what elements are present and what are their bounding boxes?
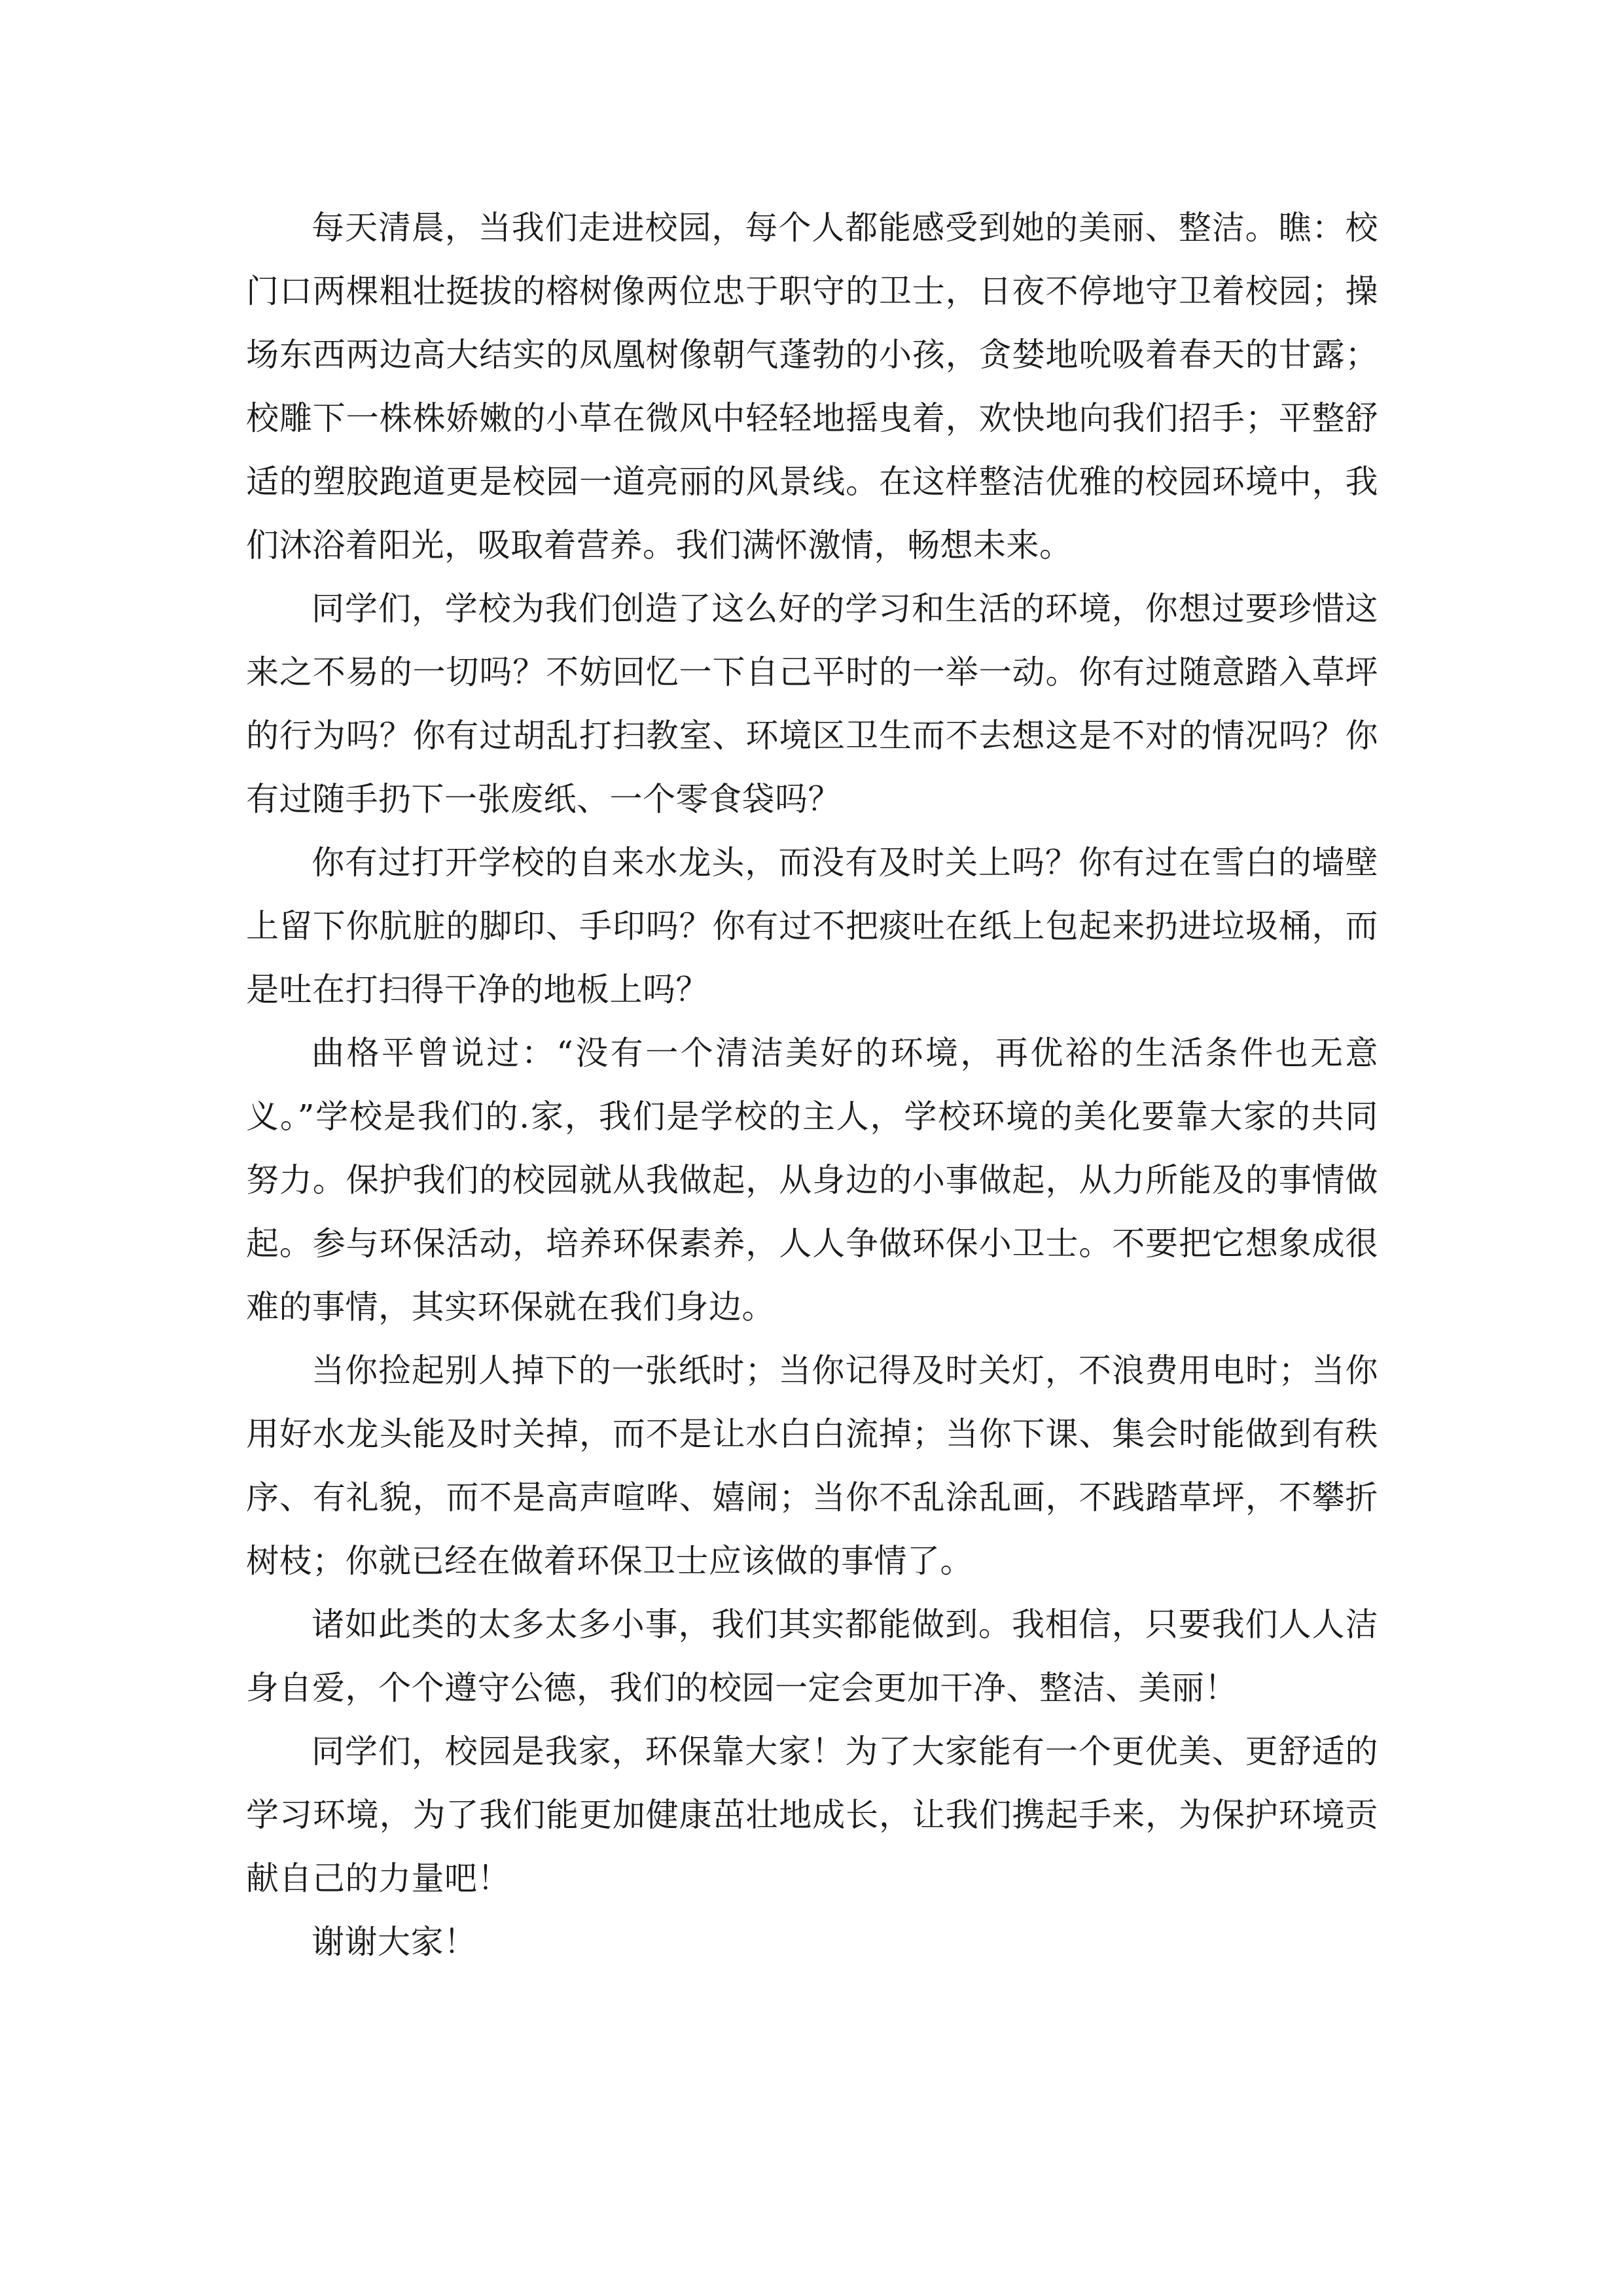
paragraph-6: 诸如此类的太多太多小事，我们其实都能做到。我相信，只要我们人人洁身自爱，个个遵守公德，我们的校园一定会更加干净、整洁、美丽！ — [246, 1605, 1378, 1707]
paragraph-8: 谢谢大家！ — [312, 1923, 477, 1961]
paragraph-5: 当你捡起别人掉下的一张纸时；当你记得及时关灯，不浪费用电时；当你用好水龙头能及时关掉，而不是让水白白流掉；当你下课、集会时能做到有秩序、有礼貌，而不是高声喧哗、嬉闹；当你不乱涂乱画，不践踏草坪，不攀折树枝；你就已经在做着环保卫士应该做的事情了。 — [246, 1352, 1378, 1580]
document-body — [246, 196, 1378, 1974]
paragraph-4: 曲格平曾说过：“没有一个清洁美好的环境，再优裕的生活条件也无意义。”学校是我们的.家，我们是学校的主人，学校环境的美化要靠大家的共同努力。保护我们的校园就从我做起，从身边的小事做起，从力所能及的事情做起。参与环保活动，培养环保素养，人人争做环保小卫士。不要把它想象成很难的事情，其实环保就在我们身边。 — [246, 1034, 1378, 1326]
paragraph-1: 每天清晨，当我们走进校园，每个人都能感受到她的美丽、整洁。瞧：校门口两棵粗壮挺拔的榕树像两位忠于职守的卫士，日夜不停地守卫着校园；操场东西两边高大结实的凤凰树像朝气蓬勃的小孩，贪婪地吮吸着春天的甘露；校雕下一株株娇嫩的小草在微风中轻轻地摇曳着，欢快地向我们招手；平整舒适的塑胶跑道更是校园一道亮丽的风景线。在这样整洁优雅的校园环境中，我们沐浴着阳光，吸取着营养。我们满怀激情，畅想未来。 — [246, 209, 1378, 564]
paragraph-7: 同学们，校园是我家，环保靠大家！为了大家能有一个更优美、更舒适的学习环境，为了我们能更加健康茁壮地成长，让我们携起手来，为保护环境贡献自己的力量吧！ — [246, 1732, 1378, 1897]
paragraph-3: 你有过打开学校的自来水龙头，而没有及时关上吗？你有过在雪白的墙壁上留下你肮脏的脚印、手印吗？你有过不把痰吐在纸上包起来扔进垃圾桶，而是吐在打扫得干净的地板上吗？ — [246, 844, 1378, 1009]
paragraph-2: 同学们，学校为我们创造了这么好的学习和生活的环境，你想过要珍惜这来之不易的一切吗？不妨回忆一下自己平时的一举一动。你有过随意踏入草坪的行为吗？你有过胡乱打扫教室、环境区卫生而不去想这是不对的情况吗？你有过随手扔下一张废纸、一个零食袋吗？ — [246, 590, 1378, 818]
